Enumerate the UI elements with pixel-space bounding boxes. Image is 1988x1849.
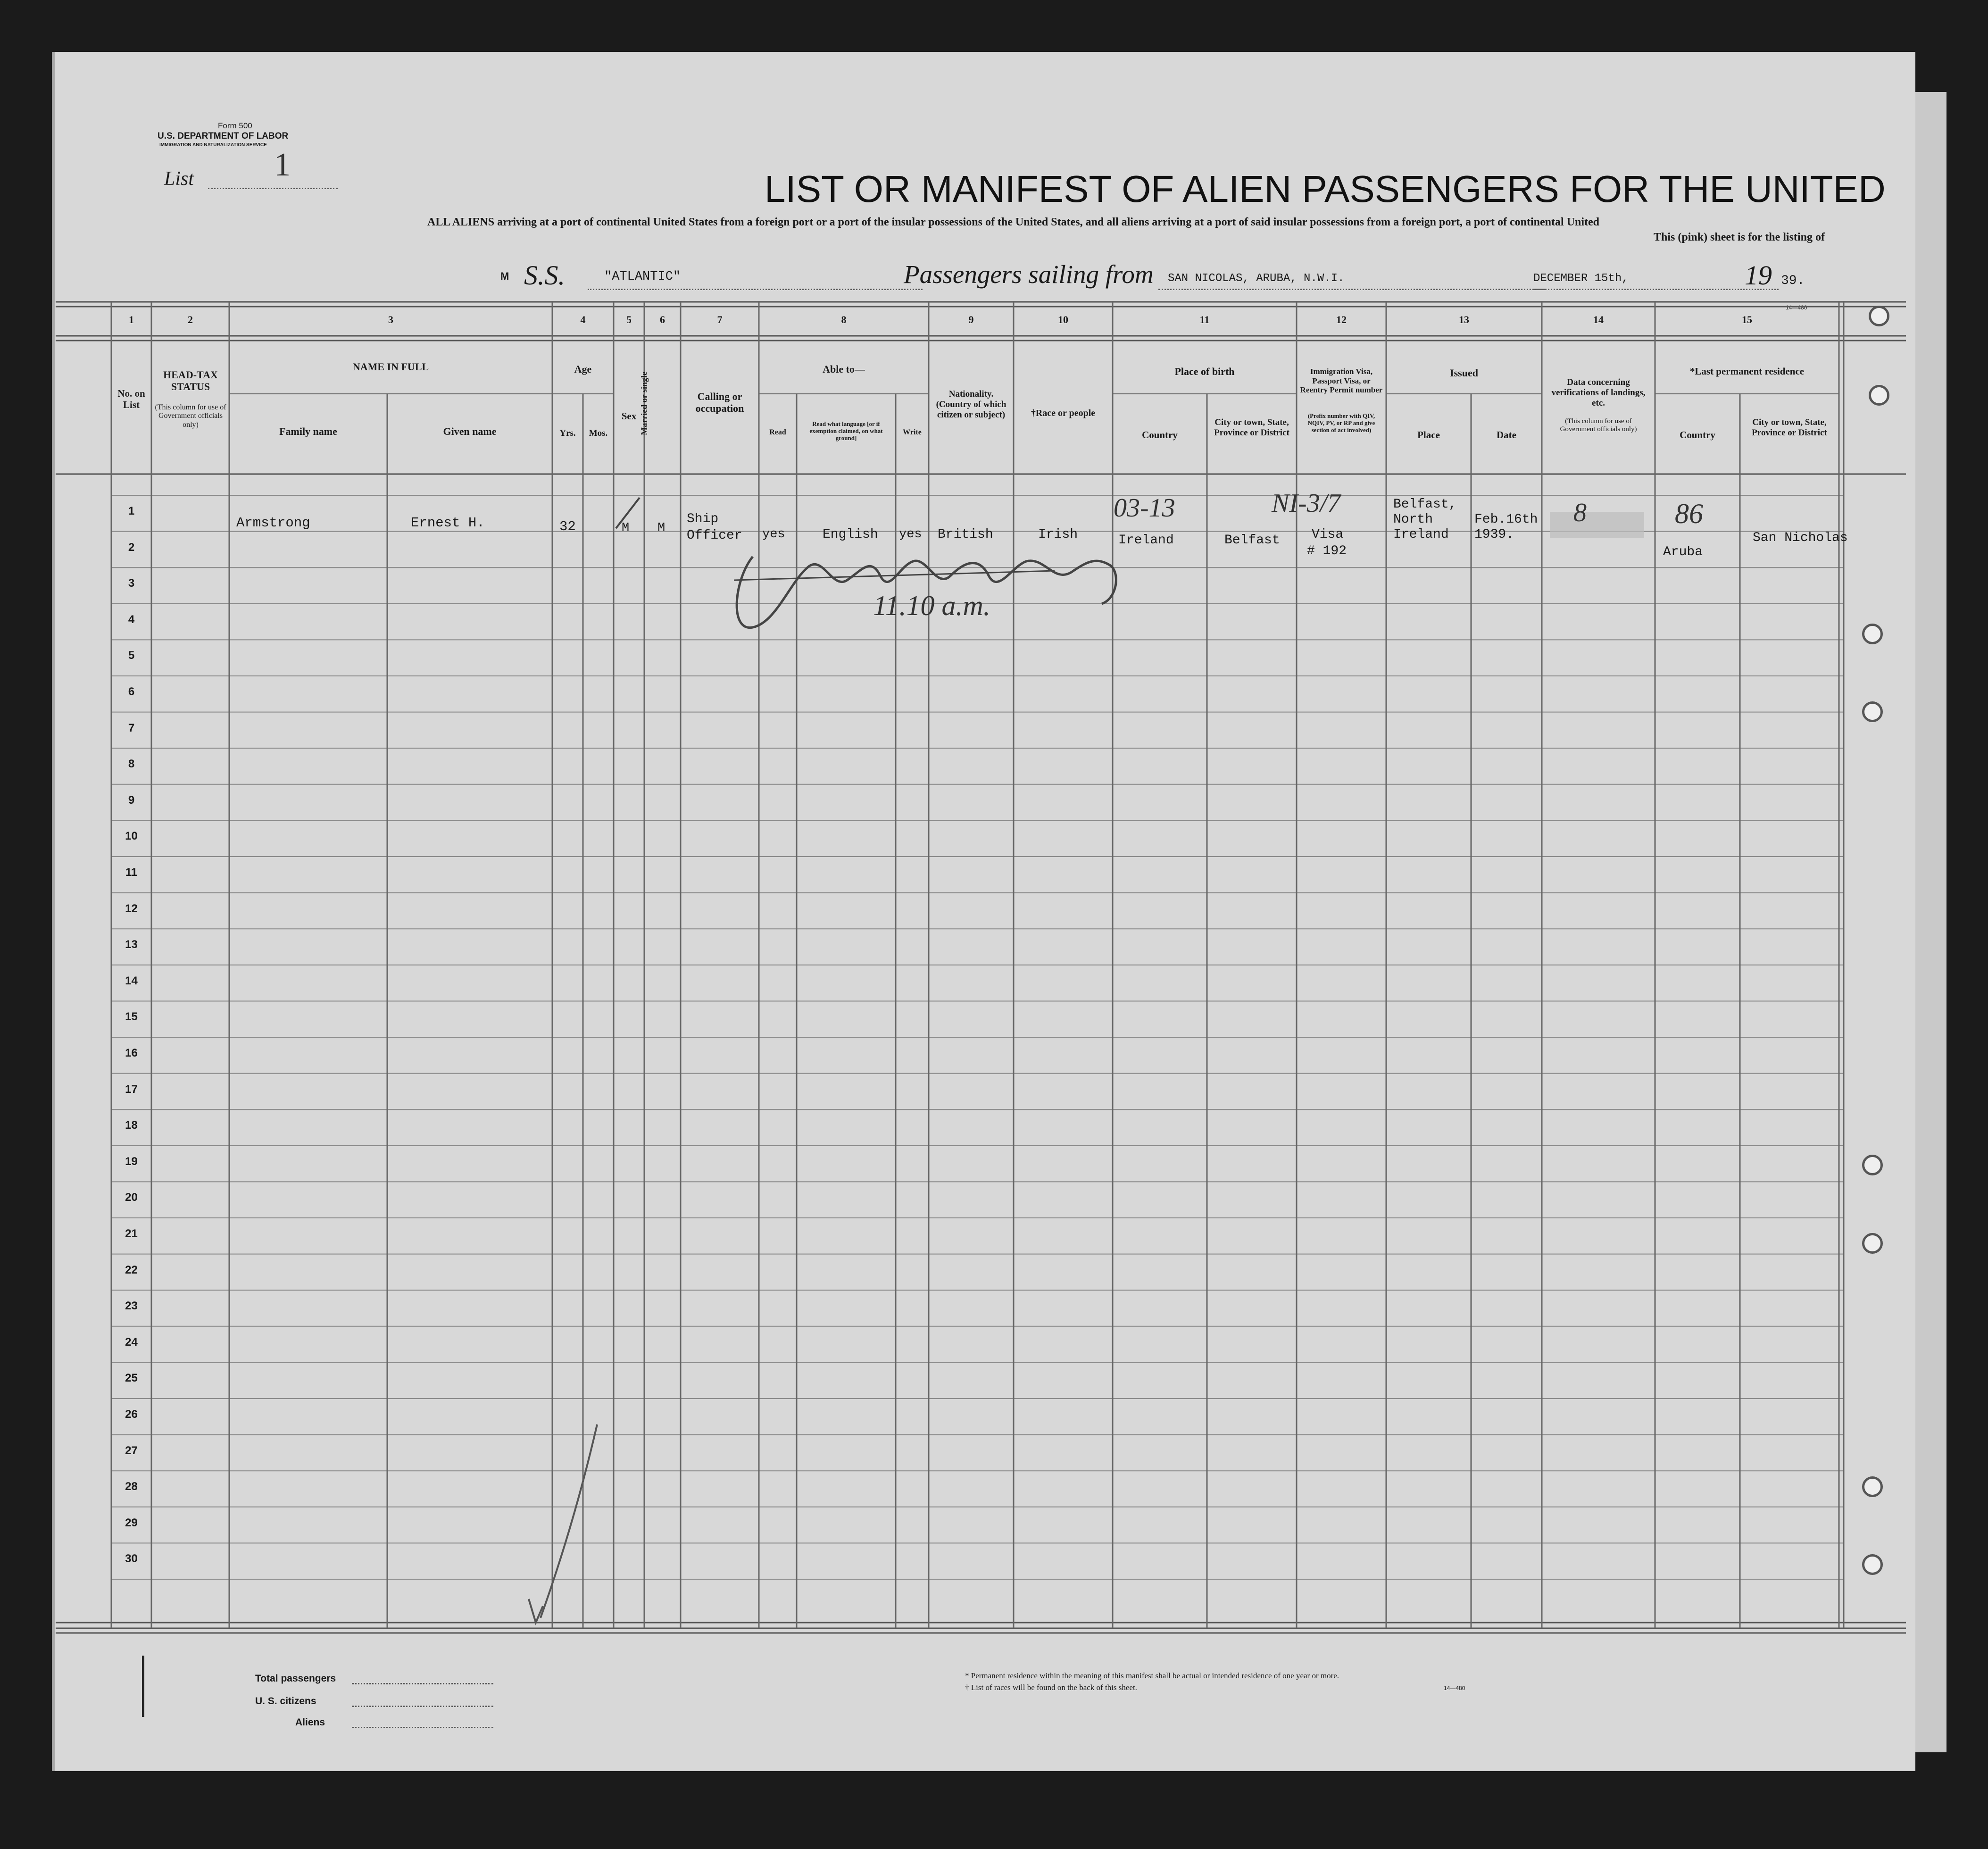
header-family-name: Family name — [279, 425, 337, 437]
row-number: 16 — [125, 1047, 138, 1059]
passenger-given-name: Ernest H. — [411, 515, 485, 531]
passenger-calling-2: Officer — [687, 528, 742, 543]
ss-label: S.S. — [524, 260, 565, 291]
footer-mark — [142, 1656, 144, 1717]
handwritten-residence-mark: 86 — [1675, 498, 1703, 529]
manifest-grid — [55, 52, 1915, 1771]
departure-date: DECEMBER 15th, — [1533, 272, 1629, 285]
total-passengers-label: Total passengers — [255, 1673, 336, 1684]
row-number: 22 — [125, 1263, 138, 1276]
total-passengers-line — [352, 1683, 493, 1684]
binder-hole-icon — [1862, 1476, 1883, 1497]
row-number: 26 — [125, 1408, 138, 1421]
us-citizens-line — [352, 1706, 493, 1707]
passenger-write: yes — [899, 527, 922, 541]
col-number-4: 4 — [580, 314, 586, 325]
header-age-mos: Mos. — [589, 428, 608, 438]
row-number: 7 — [128, 721, 135, 734]
col-number-11: 11 — [1199, 314, 1210, 325]
header-data-note: (This column for use of Government officials only) — [1560, 417, 1637, 433]
col-number-6: 6 — [660, 314, 665, 325]
manifest-sheet — [52, 52, 1915, 1771]
row-number: 17 — [125, 1083, 138, 1096]
header-birth-country: Country — [1142, 429, 1178, 441]
header-data-concerning: Data concerning verifications of landings, etc. — [1551, 377, 1646, 408]
binder-hole-icon — [1862, 624, 1883, 644]
passenger-issued-date-1: Feb.16th — [1474, 512, 1538, 527]
sailing-label: Passengers sailing from — [904, 260, 1154, 289]
header-given-name: Given name — [443, 425, 497, 437]
passenger-sex: M — [622, 521, 630, 535]
col-number-10: 10 — [1058, 314, 1068, 325]
row-number: 11 — [125, 866, 138, 879]
subtitle-line-1: ALL ALIENS arriving at a port of continental United States from a foreign port or a port of the insular possessions of the United States, and all aliens arriving at a port of said insular possessions from a foreign port, a port of continental United — [427, 216, 1599, 228]
row-number: 18 — [125, 1119, 138, 1132]
row-number: 9 — [128, 793, 135, 807]
ship-name: "ATLANTIC" — [604, 270, 681, 284]
col-number-15: 15 — [1742, 314, 1752, 325]
row-number: 6 — [128, 685, 135, 698]
binder-hole-icon — [1862, 1155, 1883, 1175]
subtitle-line-2: This (pink) sheet is for the listing of — [1654, 231, 1825, 243]
passenger-visa-2: # 192 — [1307, 544, 1347, 558]
passenger-res-country: Aruba — [1663, 545, 1703, 559]
header-visa: Immigration Visa, Passport Visa, or Reentry Permit number — [1300, 367, 1383, 395]
data-column-smudge — [1550, 512, 1644, 538]
row-number: 10 — [125, 830, 138, 843]
passenger-res-city: San Nicholas — [1753, 531, 1848, 545]
form-code-bottom: 14—480 — [1444, 1685, 1465, 1691]
tick-mark — [611, 495, 644, 533]
col-number-3: 3 — [388, 314, 393, 325]
page-title: LIST OR MANIFEST OF ALIEN PASSENGERS FOR THE UNITED — [765, 168, 1886, 210]
header-age-yrs: Yrs. — [559, 428, 576, 438]
header-visa-note: (Prefix number with QIV, NQIV, PV, or RP and give section of act involved) — [1307, 412, 1375, 433]
row-number: 19 — [125, 1155, 138, 1168]
row-number: 29 — [125, 1516, 138, 1529]
row-number: 3 — [128, 577, 135, 590]
row-number: 8 — [128, 758, 135, 771]
header-birth-city: City or town, State, Province or District — [1214, 417, 1289, 438]
passenger-age-yrs: 32 — [559, 519, 576, 534]
passenger-marital: M — [657, 521, 665, 535]
list-number: 1 — [274, 147, 291, 183]
row-number: 24 — [125, 1335, 138, 1349]
year-prefix: 19 — [1745, 260, 1772, 291]
passenger-family-name: Armstrong — [236, 515, 310, 531]
list-label: List — [164, 168, 194, 190]
binder-hole-icon — [1862, 1233, 1883, 1254]
row-number: 25 — [125, 1372, 138, 1385]
row-number: 5 — [128, 649, 135, 662]
col-number-12: 12 — [1336, 314, 1347, 325]
passenger-birth-country: Ireland — [1118, 533, 1174, 548]
col-number-7: 7 — [717, 314, 723, 325]
row-number: 21 — [125, 1227, 138, 1240]
header-sex: Sex — [621, 410, 637, 422]
header-issued-place: Place — [1417, 429, 1440, 441]
handwritten-data-mark: 8 — [1573, 498, 1587, 527]
row-number: 28 — [125, 1480, 138, 1493]
passenger-issued-date-2: 1939. — [1474, 527, 1514, 542]
passenger-nationality: British — [938, 527, 993, 542]
binder-hole-icon — [1862, 701, 1883, 722]
aliens-line — [352, 1727, 493, 1728]
col-number-14: 14 — [1593, 314, 1604, 325]
row-number: 20 — [125, 1191, 138, 1204]
row-number: 12 — [125, 902, 138, 915]
us-citizens-label: U. S. citizens — [255, 1696, 316, 1707]
header-race: †Race or people — [1031, 408, 1096, 418]
service-label: IMMIGRATION AND NATURALIZATION SERVICE — [159, 142, 267, 148]
header-issued: Issued — [1450, 367, 1478, 379]
header-married-single: Married or single — [639, 372, 649, 435]
col-number-9: 9 — [968, 314, 974, 325]
passenger-race: Irish — [1038, 527, 1078, 542]
pencil-stroke — [512, 1420, 602, 1637]
header-able-to: Able to— — [823, 363, 865, 375]
row-number: 1 — [128, 505, 135, 517]
row-number: 23 — [125, 1299, 138, 1313]
col-number-5: 5 — [626, 314, 632, 325]
header-nationality: Nationality. (Country of which citizen or subject) — [936, 389, 1006, 420]
row-number: 15 — [125, 1010, 138, 1024]
binder-hole-icon — [1869, 385, 1889, 406]
year-suffix: 39. — [1781, 274, 1805, 288]
header-head-tax-note: (This column for use of Government officials only) — [155, 403, 226, 429]
row-number: 30 — [125, 1552, 138, 1566]
col-number-8: 8 — [841, 314, 847, 325]
header-issued-date: Date — [1497, 429, 1516, 441]
passenger-issued-place-3: Ireland — [1393, 527, 1449, 542]
vessel-prefix: M — [500, 270, 509, 282]
header-calling: Calling or occupation — [695, 391, 744, 415]
department-label: U.S. DEPARTMENT OF LABOR — [158, 131, 289, 141]
col-number-1: 1 — [129, 314, 134, 325]
header-age: Age — [574, 363, 592, 375]
binder-hole-icon — [1862, 1554, 1883, 1575]
row-number: 13 — [125, 938, 138, 951]
header-write: Write — [903, 428, 922, 436]
passenger-issued-place-2: North — [1393, 512, 1433, 527]
header-read: Read — [769, 428, 786, 436]
header-name-in-full: NAME IN FULL — [352, 361, 429, 373]
departure-port: SAN NICOLAS, ARUBA, N.W.I. — [1168, 272, 1345, 285]
passenger-birth-city: Belfast — [1224, 533, 1280, 548]
header-no-on-list: No. on List — [117, 388, 145, 411]
row-number: 2 — [128, 541, 135, 554]
header-last-residence: *Last permanent residence — [1689, 366, 1805, 377]
header-res-country: Country — [1680, 429, 1715, 441]
passenger-visa-1: Visa — [1312, 527, 1344, 542]
row-number: 27 — [125, 1444, 138, 1457]
aliens-label: Aliens — [295, 1717, 325, 1728]
header-read-language: Read what language [or if exemption claimed, on what ground] — [809, 420, 883, 441]
row-number: 4 — [128, 613, 135, 626]
row-number: 14 — [125, 974, 138, 987]
footnote-races: † List of races will be found on the back of this sheet. — [965, 1683, 1137, 1692]
passenger-calling-1: Ship — [687, 512, 719, 526]
header-place-of-birth: Place of birth — [1174, 366, 1235, 377]
col-number-2: 2 — [188, 314, 193, 325]
passenger-read: yes — [762, 527, 785, 541]
header-res-city: City or town, State, Province or District — [1752, 417, 1827, 438]
form-number: Form 500 — [218, 121, 252, 130]
col-number-13: 13 — [1459, 314, 1469, 325]
binder-hole-icon — [1869, 306, 1889, 326]
footnote-residence: * Permanent residence within the meaning of this manifest shall be actual or intended residence of one year or more. — [965, 1671, 1339, 1680]
handwritten-code: 03-13 — [1114, 493, 1175, 523]
passenger-language: English — [823, 527, 878, 542]
handwritten-visa-mark: NI-3/7 — [1272, 489, 1341, 518]
form-code-top: 14—480 — [1786, 304, 1807, 311]
handwritten-time: 11.10 a.m. — [873, 590, 990, 621]
passenger-issued-place-1: Belfast, — [1393, 497, 1457, 512]
officer-signature — [724, 538, 1187, 656]
header-head-tax: HEAD-TAX STATUS — [163, 369, 218, 393]
